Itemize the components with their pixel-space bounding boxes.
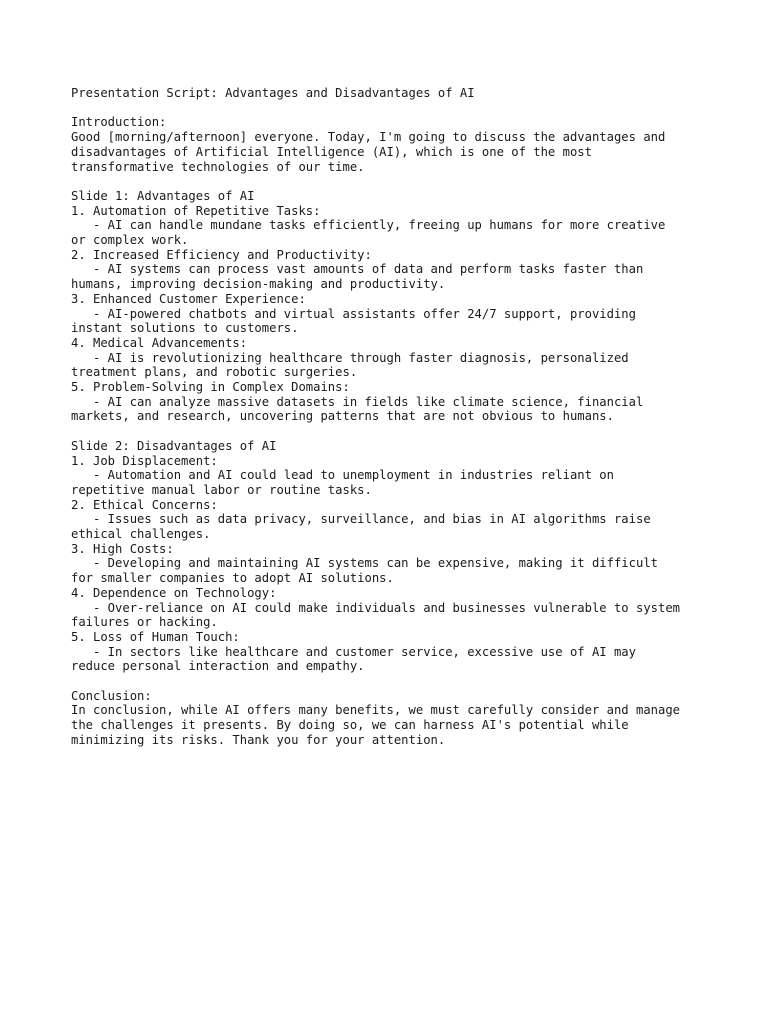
slide2-line: ethical challenges. [71,527,211,542]
conclusion-line: In conclusion, while AI offers many benefits, we must carefully consider and manage [71,703,681,718]
slide2-line: - In sectors like healthcare and customer service, excessive use of AI may [71,644,636,659]
intro-line: Good [morning/afternoon] everyone. Today, I'm going to discuss the advantages and [71,130,666,145]
slide2-line: 2. Ethical Concerns: [71,497,218,512]
slide1-line: 1. Automation of Repetitive Tasks: [71,203,321,218]
spacer [71,674,731,689]
slide2-heading: Slide 2: Disadvantages of AI [71,438,277,453]
slide1-line: - AI-powered chatbots and virtual assistants offer 24/7 support, providing [71,306,636,321]
conclusion-heading: Conclusion: [71,688,152,703]
slide1-line: treatment plans, and robotic surgeries. [71,365,358,380]
slide1-line: or complex work. [71,233,189,247]
intro-line: transformative technologies of our time. [71,159,365,174]
slide1-line: - AI systems can process vast amounts of data and perform tasks faster than [71,262,644,277]
slide2-line: repetitive manual labor or routine tasks. [71,482,372,497]
slide1-heading: Slide 1: Advantages of AI [71,188,255,203]
slide1-line: markets, and research, uncovering patterns that are not obvious to humans. [71,409,614,424]
slide2-line: 4. Dependence on Technology: [71,585,277,600]
slide1-line: 4. Medical Advancements: [71,335,248,350]
slide1-line: humans, improving decision-making and productivity. [71,277,446,292]
slide1-line: - AI can analyze massive datasets in fields like climate science, financial [71,394,644,409]
slide1-line: 3. Enhanced Customer Experience: [71,291,306,306]
slide2-line: - Issues such as data privacy, surveillance, and bias in AI algorithms raise [71,512,651,527]
slide2-line: - Developing and maintaining AI systems can be expensive, making it difficult [71,556,658,571]
slide2-line: - Automation and AI could lead to unemployment in industries reliant on [71,468,614,483]
slide2-line: failures or hacking. [71,615,218,630]
conclusion-line: minimizing its risks. Thank you for your attention. [71,732,446,747]
slide2-line: reduce personal interaction and empathy. [71,659,365,674]
spacer [71,101,731,116]
slide1-line: 2. Increased Efficiency and Productivity: [71,247,372,262]
slide1-line: - AI can handle mundane tasks efficiently, freeing up humans for more creative [71,218,666,233]
slide2-line: 5. Loss of Human Touch: [71,629,240,644]
slide2-line: 1. Job Displacement: [71,453,218,468]
slide1-line: - AI is revolutionizing healthcare through faster diagnosis, personalized [71,350,629,365]
intro-line: disadvantages of Artificial Intelligence (AI), which is one of the most [71,144,592,159]
slide1-line: 5. Problem-Solving in Complex Domains: [71,380,350,395]
slide2-line: 3. High Costs: [71,541,174,556]
spacer [71,424,731,439]
intro-heading: Introduction: [71,115,167,130]
document-page [71,86,731,748]
spacer [71,174,731,189]
slide2-line: - Over-reliance on AI could make individuals and businesses vulnerable to system [71,600,681,615]
slide1-line: instant solutions to customers. [71,321,299,336]
slide2-line: for smaller companies to adopt AI solutions. [71,571,394,586]
conclusion-line: the challenges it presents. By doing so, we can harness AI's potential while [71,718,629,733]
document-title: Presentation Script: Advantages and Disadvantages of AI [71,86,475,100]
